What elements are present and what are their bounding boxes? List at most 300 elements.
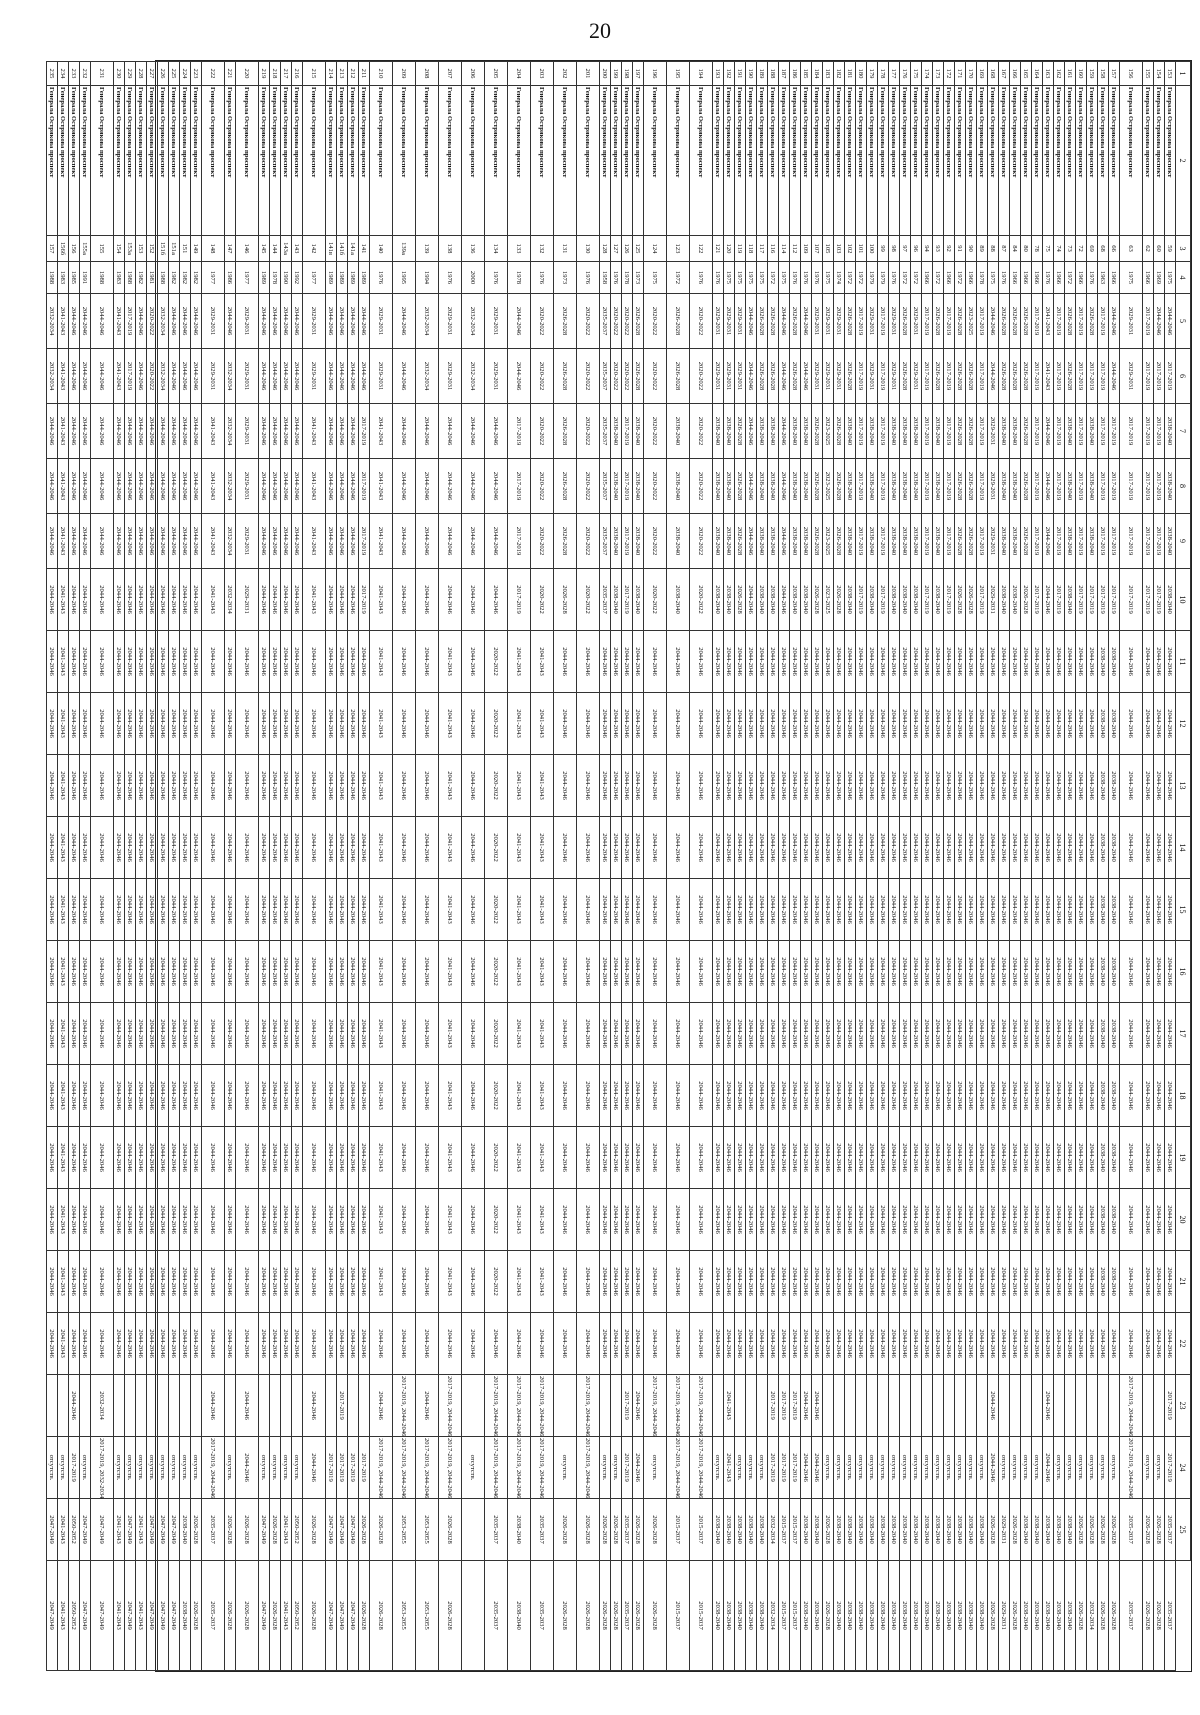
col-24: 2026-2028 bbox=[236, 1499, 259, 1561]
street-name: Генерала Острякова проспект bbox=[1065, 86, 1076, 236]
col-8: 2044-2046 bbox=[281, 514, 292, 569]
col-16: 2041-2043 bbox=[370, 1003, 393, 1065]
house-number: 101 bbox=[856, 236, 867, 262]
col-4: 2044-2046 bbox=[69, 294, 80, 349]
col-19: 2044-2046 bbox=[1087, 1189, 1098, 1251]
col-17: 2044-2046 bbox=[999, 1065, 1010, 1127]
col-20: 2041-2043 bbox=[370, 1251, 393, 1313]
col-15: 2044-2046 bbox=[999, 941, 1010, 1003]
col-9: 2044-2046 bbox=[191, 569, 202, 631]
row-number: 185 bbox=[801, 62, 812, 86]
col-13: 2044-2046 bbox=[611, 817, 622, 879]
col-8: 2038-2040 bbox=[911, 514, 922, 569]
col-10: 2044-2046 bbox=[337, 631, 348, 693]
col-5: 2029-2031 bbox=[236, 349, 259, 404]
col-24: 2047-2049 bbox=[147, 1499, 158, 1561]
col-10: 2044-2046 bbox=[1076, 631, 1087, 693]
col-16: 2041-2043 bbox=[508, 1003, 531, 1065]
house-number: 144 bbox=[270, 236, 281, 262]
col-24: 2038-2040 bbox=[508, 1499, 531, 1561]
table-row bbox=[746, 62, 757, 1671]
col-6: 2026-2028 bbox=[834, 404, 845, 459]
col-11: 2044-2046 bbox=[966, 693, 977, 755]
col-19: 2044-2046 bbox=[270, 1189, 281, 1251]
col-8: 2020-2022 bbox=[531, 514, 554, 569]
col-6: 2044-2046 bbox=[746, 404, 757, 459]
table-row bbox=[125, 62, 136, 1671]
row-number: 180 bbox=[856, 62, 867, 86]
col-17: 2044-2046 bbox=[966, 1065, 977, 1127]
col-23: отсутств. bbox=[1032, 1437, 1043, 1499]
col-18: 2044-2046 bbox=[1010, 1127, 1021, 1189]
col-21: 2044-2046 bbox=[337, 1313, 348, 1375]
col-21: 2044-2046 bbox=[867, 1313, 878, 1375]
col-16: 2044-2046 bbox=[999, 1003, 1010, 1065]
row-number: 213 bbox=[337, 62, 348, 86]
col-10: 2044-2046 bbox=[158, 631, 169, 693]
col-5: 2044-2046 bbox=[136, 349, 147, 404]
col-9: 2038-2040 bbox=[999, 569, 1010, 631]
col-11: 2044-2046 bbox=[611, 693, 622, 755]
col-16: 2044-2046 bbox=[812, 1003, 823, 1065]
col-11: 2044-2046 bbox=[303, 693, 326, 755]
col-10: 2044-2046 bbox=[600, 631, 611, 693]
col-14: 2044-2046 bbox=[1043, 879, 1054, 941]
col-21: 2044-2046 bbox=[439, 1313, 462, 1375]
col-12: 2044-2046 bbox=[1154, 755, 1165, 817]
col-16: 2044-2046 bbox=[988, 1003, 999, 1065]
col-9: 2038-2040 bbox=[724, 569, 735, 631]
col-10: 2044-2046 bbox=[988, 631, 999, 693]
street-name: Генерала Острякова проспект bbox=[724, 86, 735, 236]
col-25: 2026-2028 bbox=[600, 1561, 611, 1671]
col-11: 2044-2046 bbox=[1021, 693, 1032, 755]
row-number: 217 bbox=[281, 62, 292, 86]
build-year: 1978 bbox=[508, 262, 531, 294]
col-5: 2044-2046 bbox=[326, 349, 337, 404]
col-20: 2044-2046 bbox=[180, 1251, 191, 1313]
house-number: 105 bbox=[823, 236, 834, 262]
col-15: 2044-2046 bbox=[125, 941, 136, 1003]
col-7: 2044-2046 bbox=[259, 459, 270, 514]
col-5: 2017-2019 bbox=[1154, 349, 1165, 404]
col-6: 2038-2040 bbox=[768, 404, 779, 459]
col-9: 2044-2046 bbox=[270, 569, 281, 631]
col-23: отсутств. bbox=[966, 1437, 977, 1499]
col-8: 2044-2046 bbox=[125, 514, 136, 569]
col-6: 2026-2028 bbox=[554, 404, 577, 459]
table-row bbox=[834, 62, 845, 1671]
column-header-14: 14 bbox=[1176, 817, 1191, 879]
col-4: 2029-2031 bbox=[724, 294, 735, 349]
street-name: Генерала Острякова проспект bbox=[611, 86, 622, 236]
col-12: 2044-2046 bbox=[955, 755, 966, 817]
col-8: 2044-2046 bbox=[337, 514, 348, 569]
col-22: 2044-2046 bbox=[236, 1375, 259, 1437]
col-14: 2044-2046 bbox=[801, 879, 812, 941]
col-17: 2044-2046 bbox=[326, 1065, 337, 1127]
col-11: 2044-2046 bbox=[136, 693, 147, 755]
street-name: Генерала Острякова проспект bbox=[508, 86, 531, 236]
col-5: 2029-2031 bbox=[834, 349, 845, 404]
street-name: Генерала Острякова проспект bbox=[713, 86, 724, 236]
col-24: 2026-2028 bbox=[303, 1499, 326, 1561]
col-6: 2044-2046 bbox=[485, 404, 508, 459]
col-24: 2026-2028 bbox=[1154, 1499, 1165, 1561]
col-14: 2044-2046 bbox=[270, 879, 281, 941]
street-name: Генерала Острякова проспект bbox=[69, 86, 80, 236]
col-8: 2044-2046 bbox=[416, 514, 439, 569]
col-11: 2044-2046 bbox=[114, 693, 125, 755]
col-25: 2026-2028 bbox=[1098, 1561, 1109, 1671]
col-23: 2044-2046 bbox=[1043, 1437, 1054, 1499]
col-11: 2044-2046 bbox=[125, 693, 136, 755]
col-15: 2044-2046 bbox=[303, 941, 326, 1003]
col-13: 2044-2046 bbox=[462, 817, 485, 879]
col-16: 2044-2046 bbox=[823, 1003, 834, 1065]
column-header-25: 25 bbox=[1176, 1499, 1191, 1561]
col-10: 2041-2043 bbox=[58, 631, 69, 693]
col-17: 2044-2046 bbox=[1054, 1065, 1065, 1127]
col-10: 2044-2046 bbox=[757, 631, 768, 693]
col-18: 2044-2046 bbox=[1165, 1127, 1176, 1189]
table-row bbox=[225, 62, 236, 1671]
house-number: 153 bbox=[136, 236, 147, 262]
col-20: 2044-2046 bbox=[236, 1251, 259, 1313]
col-19: 2044-2046 bbox=[136, 1189, 147, 1251]
col-4: 2017-2019 bbox=[878, 294, 889, 349]
col-6: 2044-2046 bbox=[326, 404, 337, 459]
col-25: 2038-2040 bbox=[944, 1561, 955, 1671]
col-17: 2044-2046 bbox=[977, 1065, 988, 1127]
col-13: 2044-2046 bbox=[823, 817, 834, 879]
col-21: 2044-2046 bbox=[303, 1313, 326, 1375]
row-number: 227 bbox=[147, 62, 158, 86]
row-number: 154 bbox=[1154, 62, 1165, 86]
col-14: 2044-2046 bbox=[944, 879, 955, 941]
col-18: 2038-2040 bbox=[1109, 1127, 1120, 1189]
col-4: 2044-2046 bbox=[326, 294, 337, 349]
build-year: 1966 bbox=[922, 262, 933, 294]
col-4: 2044-2046 bbox=[80, 294, 91, 349]
col-12: 2044-2046 bbox=[889, 755, 900, 817]
build-year: 1989 bbox=[337, 262, 348, 294]
col-11: 2044-2046 bbox=[790, 693, 801, 755]
col-16: 2044-2046 bbox=[878, 1003, 889, 1065]
col-12: 2044-2046 bbox=[790, 755, 801, 817]
house-number: 130 bbox=[577, 236, 600, 262]
col-14: 2044-2046 bbox=[633, 879, 644, 941]
street-name: Генерала Острякова проспект bbox=[191, 86, 202, 236]
col-17: 2044-2046 bbox=[900, 1065, 911, 1127]
col-24: 2035-2037 bbox=[202, 1499, 225, 1561]
col-5: 2044-2046 bbox=[801, 349, 812, 404]
col-14: 2044-2046 bbox=[326, 879, 337, 941]
col-21: 2044-2046 bbox=[1076, 1313, 1087, 1375]
street-name: Генерала Острякова проспект bbox=[158, 86, 169, 236]
build-year: 1975 bbox=[746, 262, 757, 294]
col-12: 2044-2046 bbox=[834, 755, 845, 817]
col-21: 2044-2046 bbox=[1154, 1313, 1165, 1375]
col-15: 2044-2046 bbox=[180, 941, 191, 1003]
col-24: 2038-2040 bbox=[1032, 1499, 1043, 1561]
col-20: 2044-2046 bbox=[47, 1251, 58, 1313]
street-name: Генерала Острякова проспект bbox=[462, 86, 485, 236]
col-15: 2044-2046 bbox=[812, 941, 823, 1003]
col-25: 2047-2049 bbox=[337, 1561, 348, 1671]
col-8: 2038-2040 bbox=[713, 514, 724, 569]
col-20: 2044-2046 bbox=[911, 1251, 922, 1313]
col-23: отсутств. bbox=[878, 1437, 889, 1499]
row-number: 155 bbox=[1143, 62, 1154, 86]
col-23: 2017-2019, 2044-2046 bbox=[1120, 1437, 1143, 1499]
col-5: 2044-2046 bbox=[988, 349, 999, 404]
house-number: 80 bbox=[1021, 236, 1032, 262]
col-21: 2044-2046 bbox=[292, 1313, 303, 1375]
col-5: 2020-2022 bbox=[622, 349, 633, 404]
col-19: 2044-2046 bbox=[1032, 1189, 1043, 1251]
col-8: 2026-2028 bbox=[812, 514, 823, 569]
col-16: 2044-2046 bbox=[577, 1003, 600, 1065]
col-11: 2044-2046 bbox=[900, 693, 911, 755]
col-15: 2044-2046 bbox=[348, 941, 359, 1003]
street-name: Генерала Острякова проспект bbox=[735, 86, 746, 236]
col-11: 2044-2046 bbox=[1076, 693, 1087, 755]
col-24: 2047-2049 bbox=[47, 1499, 58, 1561]
col-22 bbox=[147, 1375, 158, 1437]
col-20: 2044-2046 bbox=[1054, 1251, 1065, 1313]
col-21: 2044-2046 bbox=[878, 1313, 889, 1375]
col-20: 2044-2046 bbox=[1143, 1251, 1154, 1313]
col-10: 2044-2046 bbox=[724, 631, 735, 693]
col-22 bbox=[80, 1375, 91, 1437]
house-number: 127 bbox=[611, 236, 622, 262]
build-year: 1972 bbox=[900, 262, 911, 294]
col-10: 2044-2046 bbox=[225, 631, 236, 693]
col-10: 2044-2046 bbox=[270, 631, 281, 693]
col-13: 2044-2046 bbox=[856, 817, 867, 879]
col-13: 2044-2046 bbox=[1087, 817, 1098, 879]
col-13: 2044-2046 bbox=[667, 817, 690, 879]
col-9: 2017-2019 bbox=[622, 569, 633, 631]
col-7: 2041-2043 bbox=[202, 459, 225, 514]
row-number: 159 bbox=[1087, 62, 1098, 86]
col-9: 2038-2040 bbox=[757, 569, 768, 631]
col-16: 2044-2046 bbox=[326, 1003, 337, 1065]
col-8: 2020-2022 bbox=[690, 514, 713, 569]
col-16: 2044-2046 bbox=[416, 1003, 439, 1065]
col-9: 2026-2028 bbox=[812, 569, 823, 631]
col-20: 2044-2046 bbox=[147, 1251, 158, 1313]
build-year: 1976 bbox=[801, 262, 812, 294]
col-13: 2044-2046 bbox=[724, 817, 735, 879]
col-6: 2038-2040 bbox=[633, 404, 644, 459]
house-number: 73 bbox=[1065, 236, 1076, 262]
col-5: 2032-2034 bbox=[462, 349, 485, 404]
table-row bbox=[878, 62, 889, 1671]
col-12: 2044-2046 bbox=[644, 755, 667, 817]
col-22 bbox=[999, 1375, 1010, 1437]
col-13: 2044-2046 bbox=[114, 817, 125, 879]
col-15: 2044-2046 bbox=[259, 941, 270, 1003]
col-25: 2038-2040 bbox=[911, 1561, 922, 1671]
col-18: 2044-2046 bbox=[326, 1127, 337, 1189]
col-4: 2044-2046 bbox=[136, 294, 147, 349]
table-row bbox=[169, 62, 180, 1671]
col-10: 2044-2046 bbox=[977, 631, 988, 693]
street-name: Генерала Острякова проспект bbox=[393, 86, 416, 236]
row-number: 195 bbox=[667, 62, 690, 86]
col-4: 2020-2022 bbox=[611, 294, 622, 349]
col-23: отсутств. bbox=[281, 1437, 292, 1499]
table-row bbox=[790, 62, 801, 1671]
col-18: 2044-2046 bbox=[577, 1127, 600, 1189]
col-4: 2026-2028 bbox=[1021, 294, 1032, 349]
col-20: 2044-2046 bbox=[845, 1251, 856, 1313]
col-19: 2044-2046 bbox=[611, 1189, 622, 1251]
col-4: 2044-2046 bbox=[259, 294, 270, 349]
col-4: 2020-2022 bbox=[577, 294, 600, 349]
col-7: 2038-2040 bbox=[633, 459, 644, 514]
col-17: 2044-2046 bbox=[944, 1065, 955, 1127]
col-6: 2023-2025 bbox=[823, 404, 834, 459]
col-20: 2044-2046 bbox=[225, 1251, 236, 1313]
col-7: 2026-2028 bbox=[812, 459, 823, 514]
col-13: 2044-2046 bbox=[911, 817, 922, 879]
table-row bbox=[611, 62, 622, 1671]
col-20: 2044-2046 bbox=[955, 1251, 966, 1313]
col-14: 2044-2046 bbox=[281, 879, 292, 941]
col-21: 2044-2046 bbox=[47, 1313, 58, 1375]
col-9: 2038-2040 bbox=[1065, 569, 1076, 631]
col-24: 2035-2037 bbox=[1120, 1499, 1143, 1561]
col-4: 2026-2028 bbox=[554, 294, 577, 349]
col-18: 2044-2046 bbox=[690, 1127, 713, 1189]
house-number: 66 bbox=[1109, 236, 1120, 262]
row-number: 203 bbox=[531, 62, 554, 86]
col-25: 2053-2055 bbox=[393, 1561, 416, 1671]
col-17: 2044-2046 bbox=[1032, 1065, 1043, 1127]
col-19: 2044-2046 bbox=[911, 1189, 922, 1251]
col-8: 2026-2028 bbox=[554, 514, 577, 569]
col-5: 2026-2028 bbox=[554, 349, 577, 404]
col-25: 2047-2049 bbox=[158, 1561, 169, 1671]
col-14: 2044-2046 bbox=[713, 879, 724, 941]
col-19: 2044-2046 bbox=[955, 1189, 966, 1251]
col-18: 2044-2046 bbox=[724, 1127, 735, 1189]
col-14: 2044-2046 bbox=[988, 879, 999, 941]
col-13: 2044-2046 bbox=[1165, 817, 1176, 879]
col-16: 2044-2046 bbox=[1065, 1003, 1076, 1065]
col-23: отсутств. bbox=[944, 1437, 955, 1499]
col-10: 2044-2046 bbox=[823, 631, 834, 693]
col-22 bbox=[955, 1375, 966, 1437]
col-6: 2044-2046 bbox=[169, 404, 180, 459]
col-22 bbox=[746, 1375, 757, 1437]
col-18: 2044-2046 bbox=[768, 1127, 779, 1189]
col-7: 2017-2019 bbox=[1054, 459, 1065, 514]
col-12: 2044-2046 bbox=[911, 755, 922, 817]
col-15: 2044-2046 bbox=[944, 941, 955, 1003]
build-year: 1994 bbox=[416, 262, 439, 294]
col-19: 2044-2046 bbox=[158, 1189, 169, 1251]
table-row bbox=[416, 62, 439, 1671]
col-4: 2017-2019 bbox=[1054, 294, 1065, 349]
col-5: 2029-2031 bbox=[823, 349, 834, 404]
col-7: 2017-2019 bbox=[944, 459, 955, 514]
col-19: 2044-2046 bbox=[1021, 1189, 1032, 1251]
col-7: 2038-2040 bbox=[1087, 459, 1098, 514]
col-4: 2029-2031 bbox=[735, 294, 746, 349]
col-8: 2044-2046 bbox=[158, 514, 169, 569]
col-12: 2044-2046 bbox=[757, 755, 768, 817]
build-year: 1975 bbox=[1120, 262, 1143, 294]
col-15: 2044-2046 bbox=[147, 941, 158, 1003]
table-row bbox=[485, 62, 508, 1671]
col-8: 2017-2019 bbox=[922, 514, 933, 569]
col-9: 2017-2019 bbox=[1143, 569, 1154, 631]
col-20: 2044-2046 bbox=[768, 1251, 779, 1313]
col-18: 2044-2046 bbox=[554, 1127, 577, 1189]
col-7: 2044-2046 bbox=[270, 459, 281, 514]
build-year: 1966 bbox=[1109, 262, 1120, 294]
col-8: 2017-2019 bbox=[1054, 514, 1065, 569]
table-row bbox=[644, 62, 667, 1671]
col-25: 2038-2040 bbox=[1021, 1561, 1032, 1671]
col-7: 2044-2046 bbox=[180, 459, 191, 514]
col-17: 2044-2046 bbox=[790, 1065, 801, 1127]
column-header-16: 16 bbox=[1176, 941, 1191, 1003]
col-7: 2044-2046 bbox=[292, 459, 303, 514]
col-23: отсутств. bbox=[823, 1437, 834, 1499]
col-12: 2044-2046 bbox=[136, 755, 147, 817]
col-23: отсутств. bbox=[1021, 1437, 1032, 1499]
row-number: 190 bbox=[746, 62, 757, 86]
col-25: 2041-2043 bbox=[58, 1561, 69, 1671]
col-16: 2044-2046 bbox=[622, 1003, 633, 1065]
col-7: 2032-2034 bbox=[225, 459, 236, 514]
col-13: 2044-2046 bbox=[225, 817, 236, 879]
col-11: 2041-2043 bbox=[58, 693, 69, 755]
col-6: 2044-2046 bbox=[136, 404, 147, 459]
col-12: 2044-2046 bbox=[988, 755, 999, 817]
col-25: 2047-2049 bbox=[125, 1561, 136, 1671]
col-10: 2044-2046 bbox=[922, 631, 933, 693]
col-10: 2044-2046 bbox=[966, 631, 977, 693]
col-17: 2044-2046 bbox=[80, 1065, 91, 1127]
col-23: 2017-2019 bbox=[359, 1437, 370, 1499]
street-name: Генерала Острякова проспект bbox=[180, 86, 191, 236]
col-6: 2044-2046 bbox=[281, 404, 292, 459]
col-22 bbox=[611, 1375, 622, 1437]
col-19: 2044-2046 bbox=[1010, 1189, 1021, 1251]
col-12: 2044-2046 bbox=[622, 755, 633, 817]
col-14: 2044-2046 bbox=[158, 879, 169, 941]
col-13: 2044-2046 bbox=[845, 817, 856, 879]
col-9: 2026-2028 bbox=[1021, 569, 1032, 631]
col-24: 2026-2028 bbox=[600, 1499, 611, 1561]
row-number: 218 bbox=[270, 62, 281, 86]
house-number: 125 bbox=[633, 236, 644, 262]
col-5: 2041-2043 bbox=[58, 349, 69, 404]
build-year: 1975 bbox=[779, 262, 790, 294]
col-25: 2026-2028 bbox=[303, 1561, 326, 1671]
col-22 bbox=[867, 1375, 878, 1437]
col-16: 2044-2046 bbox=[91, 1003, 114, 1065]
col-4: 2026-2028 bbox=[633, 294, 644, 349]
col-20: 2044-2046 bbox=[281, 1251, 292, 1313]
col-14: 2044-2046 bbox=[955, 879, 966, 941]
